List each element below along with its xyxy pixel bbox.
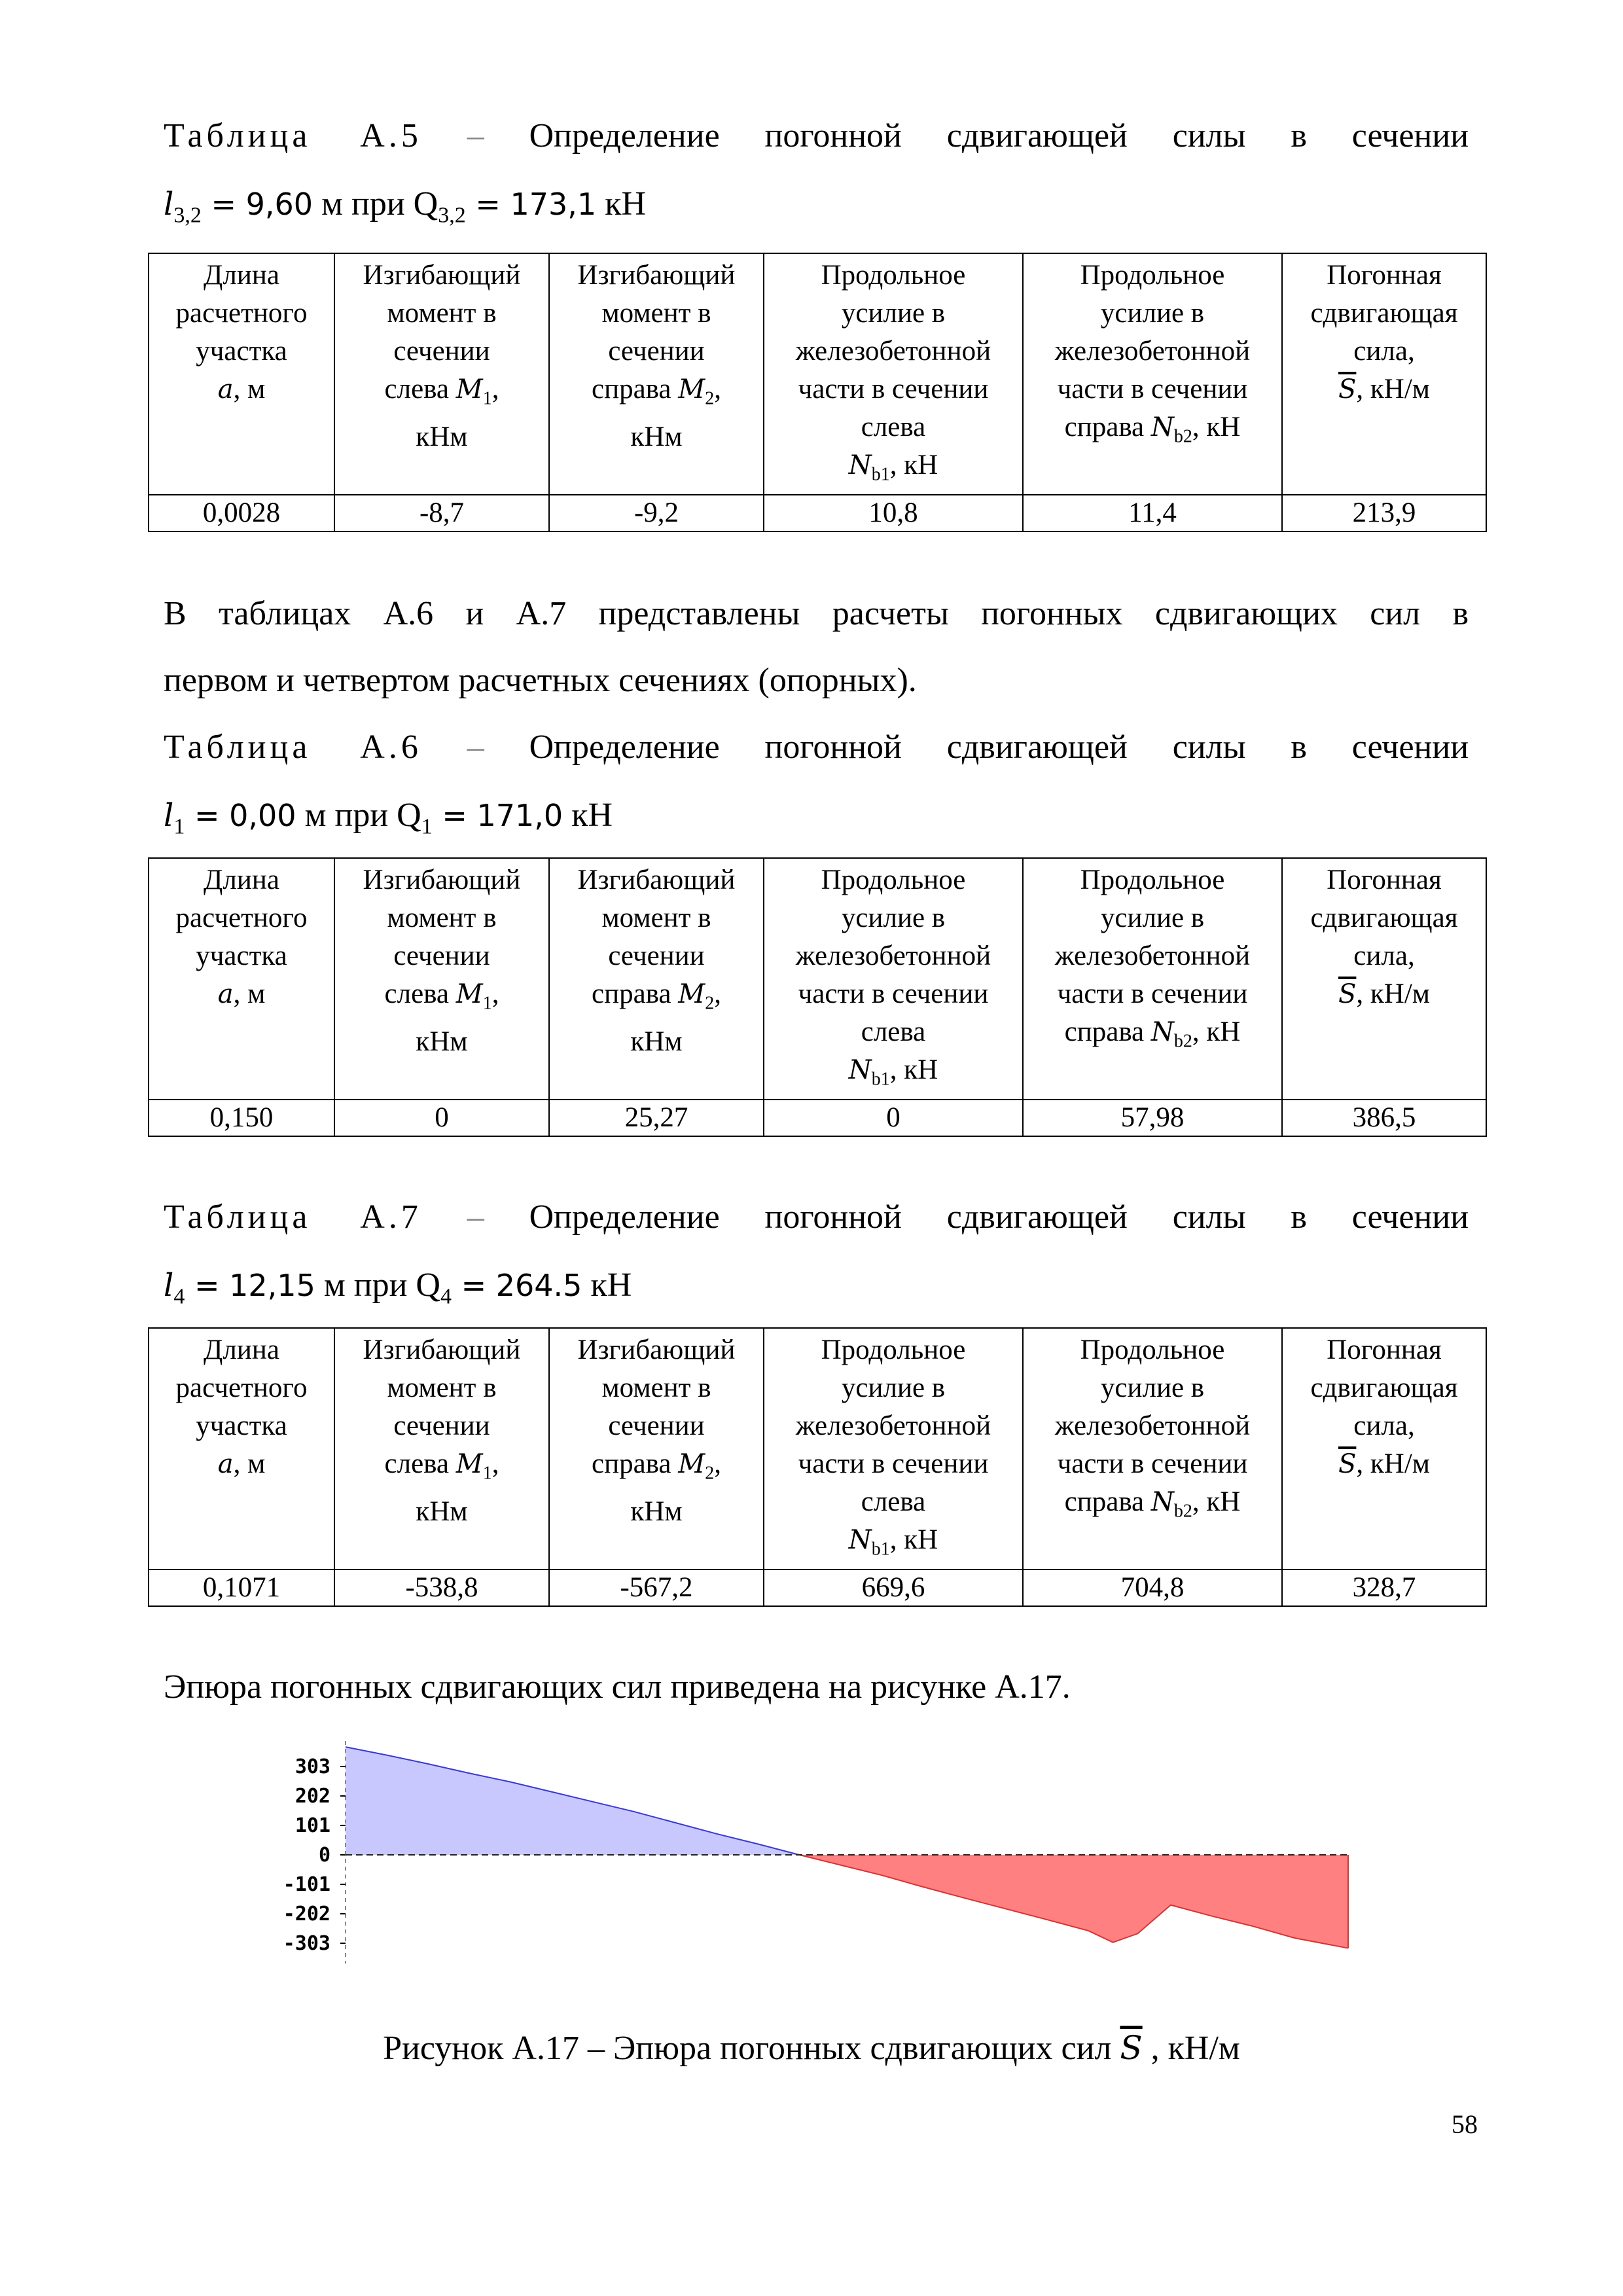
- figure-caption-symbol: $\overline{S}$: [1120, 2029, 1143, 2067]
- formula-text: м при Q: [296, 797, 421, 834]
- cell-moment-right: -567,2: [549, 1570, 764, 1606]
- formula-subscript: 1: [421, 814, 433, 839]
- figure-intro: Эпюра погонных сдвигающих сил приведена на рисунке А.17.: [164, 1668, 1071, 1706]
- shear-force-diagram: [262, 1728, 1374, 1990]
- formula-value: = 0,00: [185, 798, 296, 833]
- table6: [148, 857, 1487, 1137]
- y-tick-label: 202: [294, 1785, 330, 1808]
- table-header-row: [149, 1328, 1486, 1570]
- formula-unit: кН: [582, 1266, 632, 1304]
- header-force-right: Продольное усилие в железобетонной части в сечении справа $N_{b2}$, кН: [1023, 253, 1282, 495]
- header-moment-left: Изгибающий момент в сечении слева $M_1$, кНм: [334, 1328, 549, 1570]
- table5: [148, 253, 1487, 532]
- table7-formula: [164, 1253, 632, 1329]
- header-moment-left: Изгибающий момент в сечении слева $M_1$, кНм: [334, 858, 549, 1100]
- formula-text: м при Q: [313, 185, 438, 223]
- cell-force-right: 57,98: [1023, 1100, 1282, 1136]
- table-row: [149, 1100, 1486, 1136]
- cell-force-left: 669,6: [764, 1570, 1023, 1606]
- cell-moment-left: -8,7: [334, 495, 549, 531]
- table5-caption-text: Определение погонной сдвигающей силы в сечении: [529, 117, 1469, 154]
- formula-subscript: 3,2: [173, 203, 202, 228]
- cell-length: 0,150: [149, 1100, 334, 1136]
- formula-unit: кН: [563, 797, 613, 834]
- formula-symbol: l: [164, 186, 174, 223]
- formula-value: = 12,15: [185, 1268, 315, 1303]
- positive-area: [346, 1747, 799, 1855]
- header-force-right: Продольное усилие в железобетонной части в сечении справа $N_{b2}$, кН: [1023, 1328, 1282, 1570]
- page-number: 58: [1452, 2109, 1478, 2139]
- table7-caption-text: Определение погонной сдвигающей силы в сечении: [529, 1198, 1469, 1236]
- cell-force-left: 0: [764, 1100, 1023, 1136]
- table6-formula: [164, 783, 613, 859]
- figure-caption-unit: , кН/м: [1142, 2030, 1240, 2067]
- formula-symbol: l: [164, 1267, 174, 1304]
- formula-value: = 264.5: [451, 1268, 582, 1303]
- cell-length: 0,1071: [149, 1570, 334, 1606]
- formula-subscript: 4: [440, 1284, 452, 1309]
- table-row: [149, 495, 1486, 531]
- intro-paragraph: В таблицах А.6 и А.7 представлены расчеты погонных сдвигающих сил в: [164, 595, 1469, 632]
- table7-caption: [164, 1185, 1469, 1250]
- table5-dash: –: [467, 117, 484, 154]
- table6-caption-text: Определение погонной сдвигающей силы в сечении: [529, 728, 1469, 766]
- formula-subscript: 4: [173, 1284, 185, 1309]
- table6-label: Таблица А.6: [164, 728, 422, 766]
- formula-value: = 9,60: [201, 187, 313, 222]
- header-shear-force: Погонная сдвигающая сила, $\overline{S}$, кН/м: [1282, 858, 1486, 1100]
- figure-caption-text: Рисунок А.17 – Эпюра погонных сдвигающих сил: [383, 2030, 1120, 2067]
- header-moment-right: Изгибающий момент в сечении справа $M_2$, кНм: [549, 253, 764, 495]
- table-header-row: [149, 253, 1486, 495]
- y-tick-label: 303: [294, 1755, 330, 1778]
- negative-area: [799, 1855, 1348, 1948]
- header-length: Длина расчетного участка a, м: [149, 253, 334, 495]
- header-moment-right: Изгибающий момент в сечении справа $M_2$, кНм: [549, 1328, 764, 1570]
- cell-moment-left: 0: [334, 1100, 549, 1136]
- header-shear-force: Погонная сдвигающая сила, $\overline{S}$, кН/м: [1282, 253, 1486, 495]
- formula-value: = 171,0: [432, 798, 563, 833]
- header-force-left: Продольное усилие в железобетонной части в сечении слева $N_{b1}$, кН: [764, 858, 1023, 1100]
- cell-length: 0,0028: [149, 495, 334, 531]
- cell-force-right: 11,4: [1023, 495, 1282, 531]
- header-shear-force: Погонная сдвигающая сила, $\overline{S}$, кН/м: [1282, 1328, 1486, 1570]
- table6-caption: [164, 715, 1469, 780]
- figure-caption: [0, 2029, 1623, 2068]
- formula-subscript: 3,2: [438, 203, 466, 228]
- cell-moment-right: 25,27: [549, 1100, 764, 1136]
- header-force-right: Продольное усилие в железобетонной части в сечении справа $N_{b2}$, кН: [1023, 858, 1282, 1100]
- header-moment-right: Изгибающий момент в сечении справа $M_2$, кНм: [549, 858, 764, 1100]
- y-tick-label: 101: [294, 1814, 330, 1837]
- formula-text: м при Q: [315, 1266, 440, 1304]
- table7: [148, 1327, 1487, 1607]
- table5-formula: [164, 171, 646, 248]
- table-header-row: [149, 858, 1486, 1100]
- cell-shear: 386,5: [1282, 1100, 1486, 1136]
- table6-dash: –: [467, 728, 484, 766]
- table5-caption: [164, 103, 1469, 169]
- formula-symbol: l: [164, 797, 174, 834]
- formula-value: = 173,1: [465, 187, 597, 222]
- y-tick-label: 0: [318, 1844, 330, 1867]
- y-tick-label: -101: [283, 1873, 330, 1896]
- cell-shear: 328,7: [1282, 1570, 1486, 1606]
- table7-dash: –: [467, 1198, 484, 1236]
- table-row: [149, 1570, 1486, 1606]
- table7-label: Таблица А.7: [164, 1198, 422, 1236]
- table5-label: Таблица А.5: [164, 117, 422, 154]
- cell-moment-left: -538,8: [334, 1570, 549, 1606]
- y-tick-label: -303: [283, 1932, 330, 1955]
- cell-shear: 213,9: [1282, 495, 1486, 531]
- cell-force-right: 704,8: [1023, 1570, 1282, 1606]
- header-moment-left: Изгибающий момент в сечении слева $M_1$, кНм: [334, 253, 549, 495]
- y-tick-label: -202: [283, 1903, 330, 1926]
- header-length: Длина расчетного участка a, м: [149, 1328, 334, 1570]
- header-force-left: Продольное усилие в железобетонной части в сечении слева $N_{b1}$, кН: [764, 1328, 1023, 1570]
- cell-force-left: 10,8: [764, 495, 1023, 531]
- header-force-left: Продольное усилие в железобетонной части в сечении слева $N_{b1}$, кН: [764, 253, 1023, 495]
- intro-paragraph-2: первом и четвертом расчетных сечениях (опорных).: [164, 662, 917, 699]
- cell-moment-right: -9,2: [549, 495, 764, 531]
- formula-subscript: 1: [173, 814, 185, 839]
- header-length: Длина расчетного участка a, м: [149, 858, 334, 1100]
- formula-unit: кН: [596, 185, 647, 223]
